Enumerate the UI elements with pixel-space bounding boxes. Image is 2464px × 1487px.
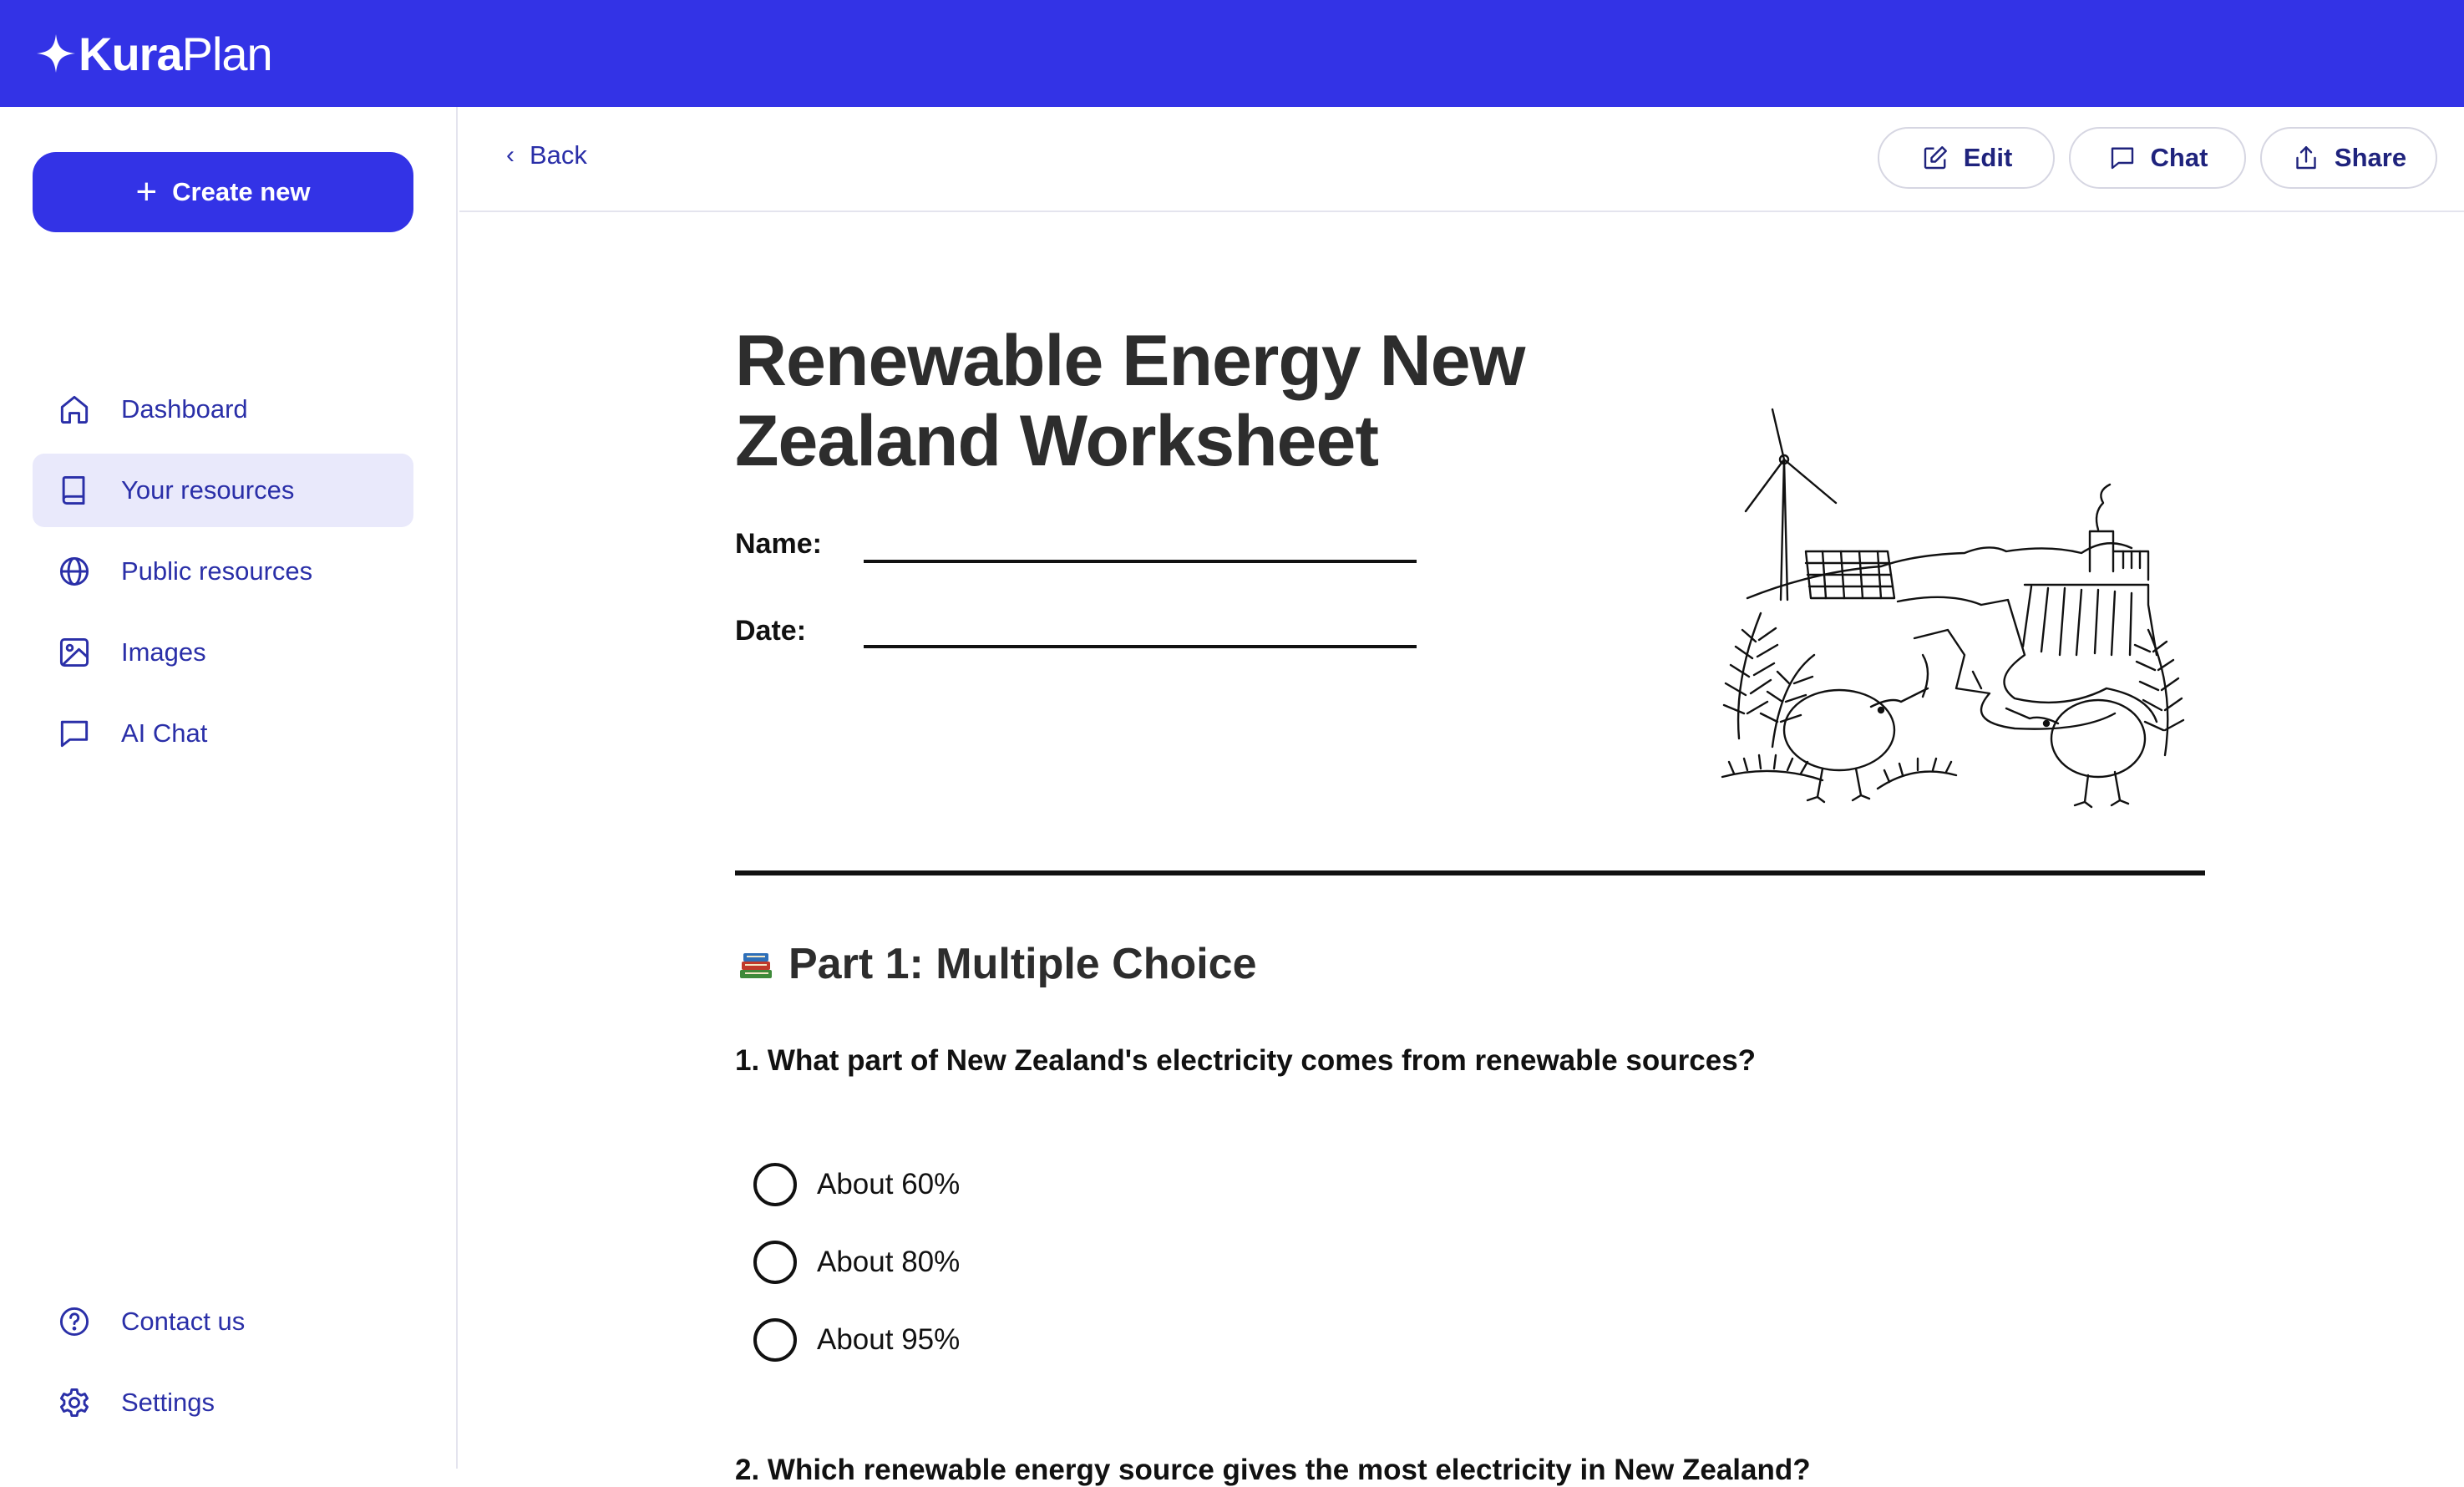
sidebar-item-dashboard[interactable] <box>33 373 413 446</box>
sidebar-item-settings[interactable] <box>33 1366 413 1439</box>
share-icon <box>2291 143 2321 173</box>
radio-circle-icon <box>753 1318 797 1362</box>
book-icon <box>56 472 93 509</box>
sidebar-bottom-nav <box>33 1285 413 1447</box>
back-label: Back <box>530 140 587 170</box>
sidebar-item-label: Your resources <box>121 475 295 505</box>
sidebar-item-label: Settings <box>121 1388 215 1417</box>
renewable-energy-illustration <box>1714 404 2188 812</box>
help-icon <box>56 1303 93 1340</box>
logo-text-bold: Kura <box>79 27 182 80</box>
chevron-left-icon: ‹ <box>506 141 515 169</box>
question-1: 1. What part of New Zealand's electricity comes from renewable sources? <box>735 1044 1757 1077</box>
create-new-label: Create new <box>172 177 311 206</box>
plus-icon: + <box>135 171 158 212</box>
part-1-title: Part 1: Multiple Choice <box>788 940 1257 988</box>
option-label: About 95% <box>817 1323 961 1356</box>
sidebar-item-images[interactable] <box>33 616 413 689</box>
chat-button[interactable] <box>2069 127 2246 189</box>
sidebar-item-label: Dashboard <box>121 394 248 424</box>
sidebar-item-label: Public resources <box>121 556 313 586</box>
sidebar-nav <box>33 373 413 778</box>
option-label: About 60% <box>817 1168 961 1200</box>
q1-option-c[interactable] <box>753 1318 960 1362</box>
q1-option-b[interactable] <box>753 1241 960 1284</box>
sidebar-item-your-resources[interactable] <box>33 454 413 527</box>
content-header <box>459 107 2464 212</box>
radio-circle-icon <box>753 1241 797 1284</box>
back-button[interactable] <box>506 140 587 170</box>
share-label: Share <box>2334 143 2407 172</box>
chat-icon <box>2107 143 2137 173</box>
name-label: Name: <box>735 528 822 560</box>
app-logo[interactable] <box>35 27 272 81</box>
create-new-button[interactable] <box>33 152 413 232</box>
chat-icon <box>56 715 93 752</box>
q1-option-a[interactable] <box>753 1163 960 1206</box>
title-line-1: Renewable Energy New <box>735 321 1525 401</box>
image-icon <box>56 634 93 671</box>
gear-icon <box>56 1384 93 1421</box>
title-line-2: Zealand Worksheet <box>735 401 1378 481</box>
sidebar <box>0 107 458 1469</box>
share-button[interactable] <box>2260 127 2437 189</box>
sidebar-item-contact-us[interactable] <box>33 1285 413 1358</box>
home-icon <box>56 391 93 428</box>
books-icon <box>735 943 777 985</box>
sidebar-item-ai-chat[interactable] <box>33 697 413 770</box>
date-line <box>864 645 1417 648</box>
date-label: Date: <box>735 615 807 647</box>
edit-button[interactable] <box>1878 127 2055 189</box>
section-divider <box>735 870 2205 875</box>
sidebar-item-public-resources[interactable] <box>33 535 413 608</box>
sidebar-item-label: AI Chat <box>121 718 208 748</box>
chat-label: Chat <box>2150 143 2208 172</box>
logo-text-light: Plan <box>181 27 272 80</box>
edit-icon <box>1920 143 1950 173</box>
top-bar <box>0 0 2464 107</box>
name-line <box>864 560 1417 563</box>
question-2: 2. Which renewable energy source gives the most electricity in New Zealand? <box>735 1454 1811 1486</box>
edit-label: Edit <box>1963 143 2013 172</box>
part-1-heading <box>735 939 1257 989</box>
option-label: About 80% <box>817 1246 961 1278</box>
sidebar-item-label: Contact us <box>121 1307 246 1336</box>
globe-icon <box>56 553 93 590</box>
sparkle-icon <box>35 33 77 74</box>
sidebar-item-label: Images <box>121 637 206 667</box>
radio-circle-icon <box>753 1163 797 1206</box>
worksheet-title <box>735 321 1570 481</box>
